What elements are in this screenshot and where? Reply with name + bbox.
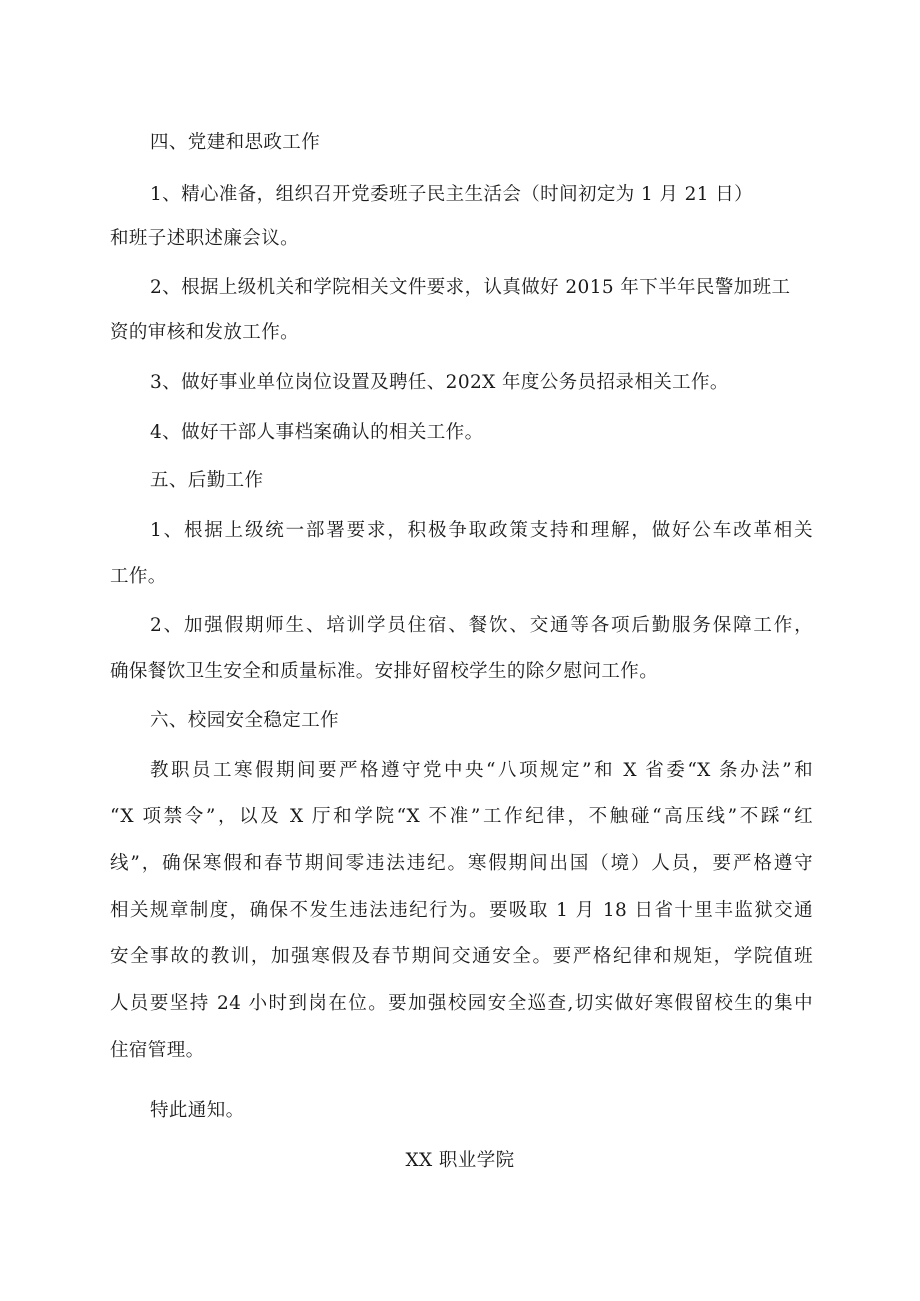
paragraph-line: 教职员工寒假期间要严格遵守党中央“八项规定”和 X 省委“X 条办法”和	[150, 760, 813, 781]
paragraph-line: 资的审核和发放工作。	[110, 322, 300, 343]
paragraph-line: “X 项禁令”，以及 X 厅和学院“X 不准”工作纪律，不触碰“高压线”不踩“红	[110, 806, 813, 827]
closing-text: 特此通知。	[150, 1100, 245, 1121]
paragraph-line: 1、精心准备，组织召开党委班子民主生活会（时间初定为 1 月 21 日）	[150, 184, 754, 205]
paragraph-line: 相关规章制度，确保不发生违法违纪行为。要吸取 1 月 18 日省十里丰监狱交通	[110, 900, 813, 921]
paragraph-line: 和班子述职述廉会议。	[110, 228, 300, 249]
paragraph-line: 安全事故的教训，加强寒假及春节期间交通安全。要严格纪律和规矩，学院值班	[110, 946, 813, 967]
signature-institution: XX 职业学院	[405, 1150, 515, 1171]
paragraph-line: 住宿管理。	[110, 1040, 205, 1061]
section-heading-logistics: 五、后勤工作	[150, 470, 264, 491]
paragraph-line: 2、根据上级机关和学院相关文件要求，认真做好 2015 年下半年民警加班工	[150, 277, 791, 298]
paragraph-line: 人员要坚持 24 小时到岗在位。要加强校园安全巡查,切实做好寒假留校生的集中	[110, 993, 813, 1014]
paragraph-line: 1、根据上级统一部署要求，积极争取政策支持和理解，做好公车改革相关	[150, 520, 813, 541]
paragraph-line: 确保餐饮卫生安全和质量标准。安排好留校学生的除夕慰问工作。	[110, 661, 659, 682]
paragraph-line: 工作。	[110, 566, 167, 587]
paragraph-line: 4、做好干部人事档案确认的相关工作。	[150, 422, 484, 443]
paragraph-line: 线”，确保寒假和春节期间零违法违纪。寒假期间出国（境）人员，要严格遵守	[110, 853, 813, 874]
section-heading-party-building: 四、党建和思政工作	[150, 132, 321, 153]
paragraph-line: 2、加强假期师生、培训学员住宿、餐饮、交通等各项后勤服务保障工作，	[150, 615, 813, 636]
paragraph-line: 3、做好事业单位岗位设置及聘任、202X 年度公务员招录相关工作。	[150, 372, 729, 393]
section-heading-campus-safety: 六、校园安全稳定工作	[150, 710, 340, 731]
